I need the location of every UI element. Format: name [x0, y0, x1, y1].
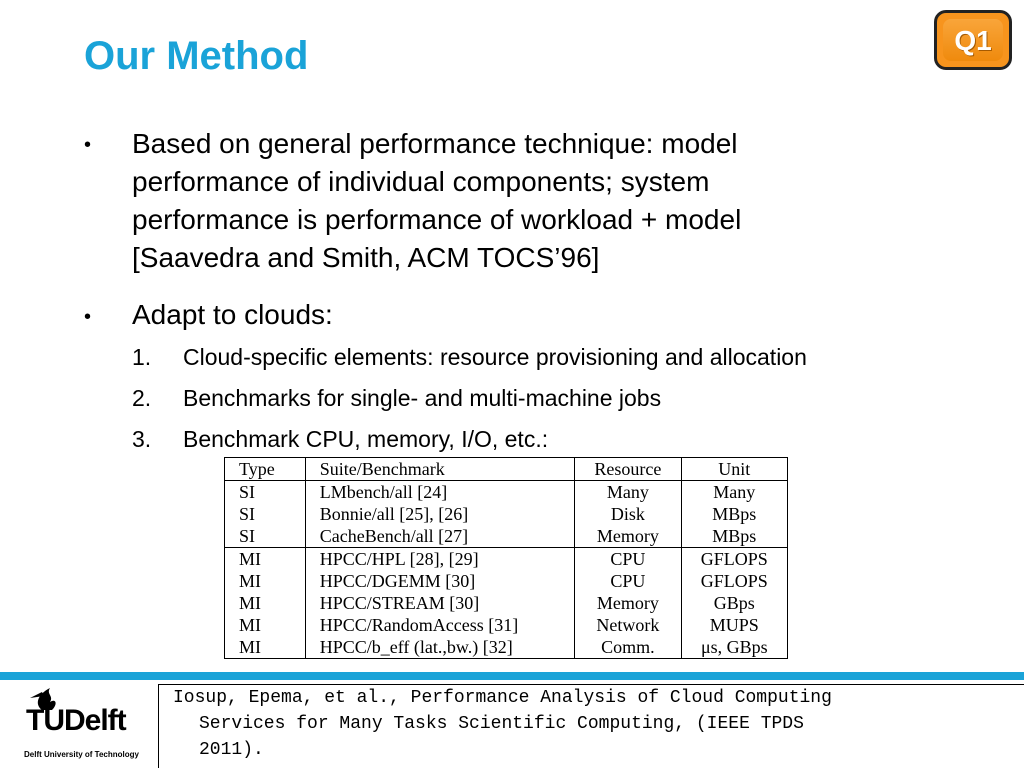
cell-benchmark: HPCC/STREAM [30] — [305, 592, 575, 614]
slide-title: Our Method — [84, 34, 309, 78]
column-header: Unit — [681, 458, 787, 481]
table-row — [225, 592, 788, 614]
column-header: Type — [225, 458, 306, 481]
cell-resource: Network — [575, 614, 681, 636]
cell-type: MI — [225, 636, 306, 659]
cell-resource: Disk — [575, 503, 681, 525]
list-number: 1. — [132, 344, 152, 370]
list-item-text: Cloud-specific elements: resource provisioning and allocation — [183, 344, 807, 370]
column-header: Suite/Benchmark — [305, 458, 575, 481]
bullet-dot: • — [84, 306, 92, 328]
cell-type: MI — [225, 614, 306, 636]
logo-subtitle: Delft University of Technology — [24, 750, 139, 759]
cell-type: SI — [225, 481, 306, 504]
cell-unit: μs, GBps — [681, 636, 787, 659]
reference-citation — [158, 684, 1024, 768]
cell-resource: Comm. — [575, 636, 681, 659]
cell-benchmark: HPCC/b_eff (lat.,bw.) [32] — [305, 636, 575, 659]
table-row — [225, 481, 788, 504]
list-number: 3. — [132, 426, 152, 452]
list-item-text: Benchmarks for single- and multi-machine jobs — [183, 385, 662, 411]
table-row — [225, 614, 788, 636]
tudelft-logo — [22, 686, 158, 766]
citation-line: Services for Many Tasks Scientific Computing, (IEEE TPDS — [199, 714, 804, 734]
cell-unit: MUPS — [681, 614, 787, 636]
cell-type: MI — [225, 570, 306, 592]
cell-resource: Many — [575, 481, 681, 504]
list-item-text: Benchmark CPU, memory, I/O, etc.: — [183, 426, 549, 452]
cell-unit: Many — [681, 481, 787, 504]
logo-wordmark: TUDelft — [26, 704, 126, 737]
citation-line: 2011). — [199, 740, 264, 760]
cell-resource: Memory — [575, 525, 681, 548]
cell-unit: MBps — [681, 525, 787, 548]
cell-type: MI — [225, 592, 306, 614]
cell-unit: MBps — [681, 503, 787, 525]
cell-benchmark: HPCC/DGEMM [30] — [305, 570, 575, 592]
bullet-text — [132, 125, 972, 277]
cell-benchmark: CacheBench/all [27] — [305, 525, 575, 548]
badge-label: Q1 — [954, 25, 992, 56]
cell-benchmark: HPCC/RandomAccess [31] — [305, 614, 575, 636]
bullet-line: Adapt to clouds: — [132, 299, 333, 330]
cell-type: SI — [225, 503, 306, 525]
table-row — [225, 548, 788, 571]
bullet-line: performance of individual components; system — [132, 166, 710, 197]
cell-benchmark: HPCC/HPL [28], [29] — [305, 548, 575, 571]
cell-benchmark: LMbench/all [24] — [305, 481, 575, 504]
cell-resource: CPU — [575, 570, 681, 592]
cell-type: SI — [225, 525, 306, 548]
bullet-line: Based on general performance technique: model — [132, 128, 738, 159]
cell-resource: Memory — [575, 592, 681, 614]
column-header: Resource — [575, 458, 681, 481]
table-row — [225, 503, 788, 525]
benchmark-table — [224, 457, 788, 659]
bullet-dot: • — [84, 134, 92, 156]
table-header-row — [225, 458, 788, 481]
bullet-text — [132, 296, 972, 334]
table-row — [225, 570, 788, 592]
cell-unit: GFLOPS — [681, 570, 787, 592]
table-row — [225, 636, 788, 659]
cell-resource: CPU — [575, 548, 681, 571]
bullet-line: performance is performance of workload + model — [132, 204, 742, 235]
table-row — [225, 525, 788, 548]
cell-unit: GBps — [681, 592, 787, 614]
footer-accent-bar — [0, 672, 1024, 680]
bullet-line: [Saavedra and Smith, ACM TOCS’96] — [132, 242, 600, 273]
cell-type: MI — [225, 548, 306, 571]
list-number: 2. — [132, 385, 152, 411]
question-badge — [934, 10, 1012, 70]
cell-unit: GFLOPS — [681, 548, 787, 571]
cell-benchmark: Bonnie/all [25], [26] — [305, 503, 575, 525]
citation-line: Iosup, Epema, et al., Performance Analysis of Cloud Computing — [173, 688, 832, 708]
